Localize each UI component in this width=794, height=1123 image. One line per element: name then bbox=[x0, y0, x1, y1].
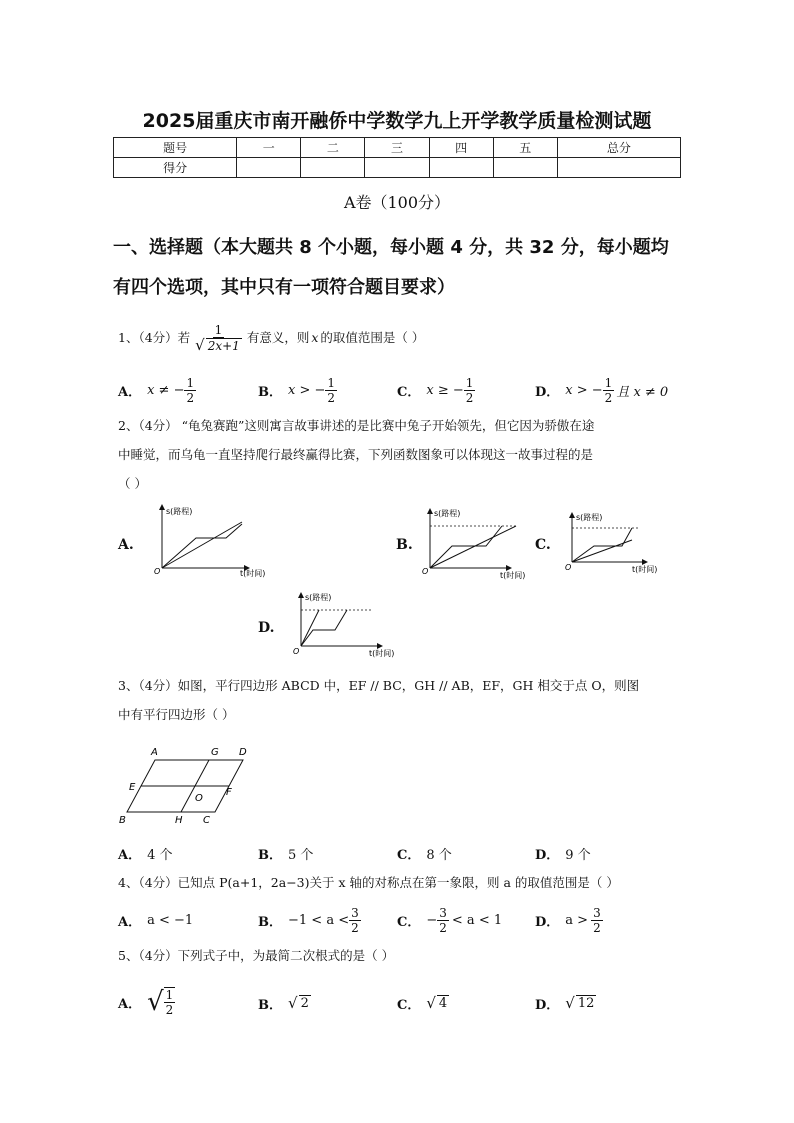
frac-den: 2 bbox=[593, 920, 601, 935]
option-frac bbox=[349, 906, 361, 935]
radicand: 2 bbox=[300, 996, 309, 1011]
radicand: 12 bbox=[577, 996, 595, 1011]
axis-x-label: t(时间) bbox=[632, 565, 658, 574]
axis-x-label: t(时间) bbox=[240, 569, 266, 578]
q1-option-a-label: A． bbox=[118, 384, 142, 400]
q4-stem: 4、（4分）已知点 P(a+1，2a−3)关于 x 轴的对称点在第一象限，则 a 的取值范围是（ ） bbox=[118, 875, 619, 890]
q2-option-b-label[interactable]: B. bbox=[396, 537, 413, 553]
point-h-label: H bbox=[175, 815, 183, 826]
radical-sign: √ bbox=[426, 994, 436, 1012]
option-text: < a < 1 bbox=[451, 912, 503, 928]
q1-option-a[interactable] bbox=[118, 372, 196, 408]
q1-frac-den: √ 2x+1 bbox=[195, 336, 240, 354]
q1-fraction bbox=[193, 323, 244, 353]
score-header-cell: 三 bbox=[365, 138, 429, 158]
q1-option-c[interactable] bbox=[397, 372, 475, 408]
score-table bbox=[113, 137, 681, 178]
q1-option-c-text: x ≥ − bbox=[426, 382, 464, 398]
frac-num: 1 bbox=[604, 375, 613, 390]
q1-suffix: 有意义，则 bbox=[246, 330, 310, 345]
q2-line3: （ ） bbox=[118, 476, 147, 491]
point-d-label: D bbox=[239, 747, 247, 758]
point-a-label: A bbox=[151, 747, 158, 758]
q2-line1: 2、（4分） “龟兔赛跑”这则寓言故事讲述的是比赛中兔子开始领先，但它因为骄傲在途 bbox=[118, 418, 595, 433]
axis-y-label: s(路程) bbox=[576, 513, 603, 522]
frac-den: 2 bbox=[186, 390, 195, 405]
page-title: 2025届重庆市南开融侨中学数学九上开学教学质量检测试题 bbox=[142, 110, 652, 132]
q1-suffix2: 的取值范围是（ ） bbox=[320, 330, 425, 345]
q1-option-b-label: B． bbox=[258, 384, 282, 400]
point-b-label: B bbox=[119, 815, 126, 826]
option-frac bbox=[164, 987, 176, 1017]
q2-graph-b[interactable] bbox=[412, 506, 532, 582]
option-label: D． bbox=[535, 914, 560, 930]
q4-option-d[interactable] bbox=[535, 902, 603, 938]
frac-den: 2 bbox=[351, 920, 359, 935]
origin-label: O bbox=[154, 567, 161, 576]
q4-option-b[interactable] bbox=[258, 902, 361, 938]
section-a-heading: A卷（100分） bbox=[343, 193, 451, 212]
score-cell bbox=[237, 158, 301, 178]
option-label: D． bbox=[535, 997, 560, 1013]
option-frac bbox=[591, 906, 603, 935]
q1-option-b-frac bbox=[325, 376, 337, 405]
option-label: C． bbox=[397, 914, 421, 930]
q5-option-c[interactable] bbox=[397, 990, 449, 1016]
option-text: −1 < a < bbox=[288, 912, 350, 928]
q3-option-c[interactable] bbox=[397, 844, 452, 863]
score-header-cell: 总分 bbox=[557, 138, 680, 158]
q2-graph-a[interactable] bbox=[140, 502, 280, 582]
q2-option-a-label[interactable]: A. bbox=[118, 537, 134, 553]
q2-stem bbox=[118, 416, 698, 496]
score-header-cell: 四 bbox=[429, 138, 493, 158]
score-cell bbox=[429, 158, 493, 178]
option-label: A． bbox=[118, 996, 142, 1012]
option-label: C． bbox=[397, 848, 421, 863]
q1-option-a-text: x ≠ − bbox=[147, 382, 185, 398]
frac-num: 1 bbox=[186, 375, 195, 390]
origin-label: O bbox=[293, 647, 300, 656]
q1-option-c-frac bbox=[464, 376, 476, 405]
option-text: a > bbox=[565, 912, 589, 928]
option-label: B． bbox=[258, 997, 282, 1013]
q1-option-d-tail: 且 x ≠ 0 bbox=[616, 384, 669, 400]
q1-option-a-frac bbox=[184, 376, 196, 405]
frac-num: 1 bbox=[327, 375, 336, 390]
q3-parallelogram-figure bbox=[115, 740, 255, 826]
radicand: 4 bbox=[438, 996, 448, 1011]
frac-num: 1 bbox=[165, 988, 174, 1002]
score-header-cell: 五 bbox=[493, 138, 557, 158]
option-text: 8 个 bbox=[426, 848, 452, 863]
point-g-label: G bbox=[211, 747, 219, 758]
option-text: a < −1 bbox=[147, 912, 194, 928]
q5-stem: 5、（4分）下列式子中，为最简二次根式的是（ ） bbox=[118, 948, 395, 963]
option-text: 5 个 bbox=[288, 848, 314, 863]
q1-option-b[interactable] bbox=[258, 372, 337, 408]
q1-option-d-label: D． bbox=[535, 384, 560, 400]
frac-den: 2 bbox=[165, 1003, 174, 1017]
q2-graph-c[interactable] bbox=[556, 510, 666, 576]
score-table-score-row bbox=[114, 158, 681, 178]
q1-prefix: 1、（4分）若 bbox=[118, 330, 191, 345]
frac-num: 3 bbox=[593, 905, 601, 920]
q2-graph-d[interactable] bbox=[285, 590, 405, 660]
score-cell bbox=[557, 158, 680, 178]
option-text: 9 个 bbox=[565, 848, 591, 863]
q2-line2: 中睡觉，而乌龟一直坚持爬行最终赢得比赛，下列函数图象可以体现这一故事过程的是 bbox=[118, 447, 594, 462]
point-c-label: C bbox=[203, 815, 210, 826]
radical-sign: √ bbox=[565, 994, 575, 1012]
score-table-header-row bbox=[114, 138, 681, 158]
q3-stem bbox=[118, 676, 698, 727]
option-label: C． bbox=[397, 997, 421, 1013]
axis-y-label: s(路程) bbox=[305, 593, 332, 602]
score-header-cell: 一 bbox=[237, 138, 301, 158]
q5-option-a[interactable] bbox=[118, 980, 175, 1024]
score-header-cell: 题号 bbox=[114, 138, 237, 158]
option-label: D． bbox=[535, 848, 560, 863]
frac-den: 2 bbox=[604, 390, 613, 405]
q1-option-d-text: x > − bbox=[565, 382, 603, 398]
score-row-label: 得分 bbox=[114, 158, 237, 178]
point-e-label: E bbox=[129, 782, 136, 793]
axis-y-label: s(路程) bbox=[166, 507, 193, 516]
q2-option-c-label[interactable]: C. bbox=[535, 537, 551, 553]
axis-x-label: t(时间) bbox=[500, 571, 526, 580]
frac-num: 3 bbox=[351, 905, 359, 920]
q5-option-b[interactable] bbox=[258, 990, 311, 1016]
q3-option-b[interactable] bbox=[258, 844, 313, 863]
score-cell bbox=[365, 158, 429, 178]
q1-stem bbox=[118, 318, 688, 358]
q3-line2: 中有平行四边形（ ） bbox=[118, 707, 235, 722]
part1-title-line2: 有四个选项，其中只有一项符合题目要求） bbox=[113, 277, 455, 298]
option-text: 4 个 bbox=[147, 848, 173, 863]
q5-option-d[interactable] bbox=[535, 990, 596, 1016]
option-label: A． bbox=[118, 848, 142, 863]
score-cell bbox=[493, 158, 557, 178]
q1-var: x bbox=[311, 330, 319, 345]
frac-den: 2 bbox=[327, 390, 336, 405]
q1-option-d-frac bbox=[603, 376, 615, 405]
q4-option-a[interactable] bbox=[118, 902, 193, 938]
score-cell bbox=[301, 158, 365, 178]
axis-y-label: s(路程) bbox=[434, 509, 461, 518]
frac-num: 3 bbox=[439, 905, 447, 920]
part1-title bbox=[113, 228, 683, 308]
option-label: B． bbox=[258, 914, 282, 930]
option-label: A． bbox=[118, 914, 142, 930]
q4-option-c[interactable] bbox=[397, 902, 502, 938]
point-o-label: O bbox=[195, 793, 203, 804]
radical-sign: √ bbox=[147, 987, 164, 1017]
axis-x-label: t(时间) bbox=[369, 649, 395, 658]
origin-label: O bbox=[422, 567, 429, 576]
q3-option-a[interactable] bbox=[118, 844, 173, 863]
origin-label: O bbox=[565, 563, 572, 572]
frac-num: 1 bbox=[465, 375, 474, 390]
score-header-cell: 二 bbox=[301, 138, 365, 158]
q2-option-d-label[interactable]: D. bbox=[258, 620, 275, 636]
option-text: − bbox=[426, 912, 438, 928]
q1-radicand: 2x+1 bbox=[207, 339, 240, 353]
part1-title-line1: 一、选择题（本大题共 8 个小题，每小题 4 分，共 32 分，每小题均 bbox=[113, 237, 669, 258]
q3-line1: 3、（4分）如图，平行四边形 ABCD 中，EF // BC，GH // AB，EF，GH 相交于点 O，则图 bbox=[118, 678, 640, 693]
q1-option-c-label: C． bbox=[397, 384, 421, 400]
radical-sign: √ bbox=[288, 994, 298, 1012]
frac-den: 2 bbox=[439, 920, 447, 935]
q1-option-b-text: x > − bbox=[288, 382, 326, 398]
q1-frac-num: 1 bbox=[214, 323, 223, 337]
q1-option-d[interactable] bbox=[535, 372, 668, 408]
option-label: B． bbox=[258, 848, 282, 863]
frac-den: 2 bbox=[465, 390, 474, 405]
q3-option-d[interactable] bbox=[535, 844, 591, 863]
option-frac bbox=[437, 906, 449, 935]
point-f-label: F bbox=[226, 787, 232, 798]
